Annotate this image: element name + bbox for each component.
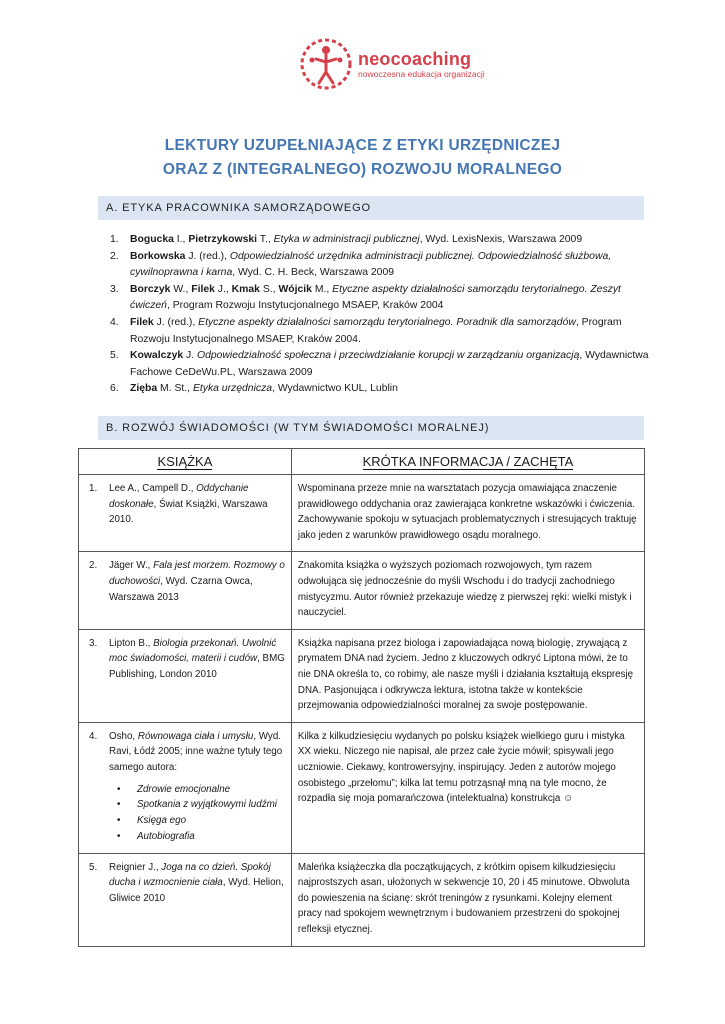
- author-initials: J. (red.),: [153, 316, 199, 328]
- list-item: [110, 282, 650, 315]
- book-title: Odpowiedzialność społeczna i przeciwdziałanie korupcji w zarządzaniu organizacją: [197, 350, 580, 362]
- row-number: 3.: [89, 637, 98, 649]
- info-cell: Kilka z kilkudziesięciu wydanych po polsku książek wielkiego guru i mistyka XX wieku. Niczego nie napisał, ale przez całe życie mówił; spisywali jego uczniowie. Ciekawy, kontrowersyjny, inspirujący. Jeden z autorów mojego osobistego „przełomu”; kilka lat temu potrząsnął mną na tyle mocno, że rozpadła się moja pomarańczowa (intelektualna) konstrukcja ☺: [291, 722, 644, 853]
- logo-name: neocoaching: [358, 49, 472, 69]
- publisher: , Świat Książki, Warszawa 2010.: [109, 498, 268, 526]
- table-row: [79, 475, 645, 552]
- column-header-label: KSIĄŻKA: [157, 453, 213, 469]
- author: Filek: [191, 283, 215, 295]
- column-header-book: [79, 449, 292, 475]
- book-table: [78, 448, 645, 947]
- author: Jäger: [109, 560, 134, 572]
- author-initials: T.,: [257, 234, 274, 245]
- author-initials: B.,: [135, 637, 154, 649]
- section-b-heading: B. ROZWÓJ ŚWIADOMOŚCI (W TYM ŚWIADOMOŚCI MORALNEJ): [98, 416, 644, 440]
- author: Kmak: [231, 283, 260, 295]
- item-number: 2.: [110, 250, 119, 262]
- author: Kowalczyk: [130, 350, 184, 362]
- book-title: Etyka urzędnicza: [192, 383, 273, 395]
- author: Zięba: [130, 383, 158, 395]
- book-title: Biologia przekonań. Uwolnić moc świadomości, materii i cudów: [109, 637, 277, 665]
- author-initials: I.,: [173, 234, 189, 245]
- list-item: [110, 348, 650, 381]
- author: Filek: [130, 316, 154, 328]
- table-row: [79, 722, 645, 853]
- publisher: , Wyd. Helion, Gliwice 2010: [109, 877, 284, 904]
- publisher: , Wyd. C. H. Beck, Warszawa 2009: [232, 267, 395, 279]
- author-initials: J.: [183, 350, 197, 362]
- item-number: 6.: [110, 383, 119, 395]
- author-initials: S.,: [259, 283, 279, 295]
- book-cell: [79, 722, 292, 853]
- list-item: [110, 249, 650, 282]
- publisher: , Wyd. Czarna Owca, Warszawa 2013: [109, 575, 253, 603]
- info-cell: Znakomita książka o wyższych poziomach rozwojowych, tym razem odwołująca się jednocześnie do myśli Wschodu i do tradycji zachodniego mistycyzmu. Autor również przekazuje wiedzę z pierwszej ręki: wielki mistyk i nauczyciel.: [291, 552, 644, 629]
- author: Borczyk: [130, 283, 171, 295]
- title-line-2: ORAZ Z (INTEGRALNEGO) ROZWOJU MORALNEGO: [162, 161, 563, 178]
- author: Reignier: [109, 861, 146, 873]
- publisher: , Wyd. Ravi, Łódź 2005; inne ważne tytuły tego samego autora:: [109, 730, 283, 773]
- logo-figure-icon: [300, 38, 352, 90]
- item-number: 5.: [110, 350, 119, 362]
- row-number: 1.: [89, 483, 98, 494]
- author-initials: J.,: [214, 283, 232, 295]
- list-item: • Spotkania z wyjątkowymi ludźmi: [109, 797, 285, 813]
- author-initials: A.,: [125, 483, 143, 494]
- publisher: , Wydawnictwa Fachowe CeDeWu.PL, Warszawa 2009: [130, 350, 649, 378]
- book-title: Odpowiedzialność urzędnika administracji publicznej. Odpowiedzialność służbowa, cywilnoprawna i karna: [130, 250, 612, 279]
- author-initials: M.,: [311, 283, 333, 295]
- book-cell: [79, 475, 292, 552]
- logo-tagline: nowoczesna edukacja organizacji: [358, 69, 485, 79]
- author: Bogucka: [130, 234, 174, 245]
- author: Pietrzykowski: [188, 234, 258, 245]
- item-number: 4.: [110, 316, 119, 328]
- author-initials: M. St.,: [157, 383, 193, 395]
- list-item: [110, 381, 650, 398]
- author-initials: W.,: [170, 283, 192, 295]
- logo: [300, 38, 485, 90]
- book-cell: [79, 629, 292, 722]
- author-initials: ,: [132, 730, 138, 742]
- list-item: • Księga ego: [109, 813, 285, 829]
- author: Wójcik: [278, 283, 312, 295]
- page-title: [0, 134, 725, 182]
- row-number: 4.: [89, 730, 98, 742]
- book-title: Równowaga ciała i umysłu: [137, 730, 254, 742]
- author-initials: J. (red.),: [185, 250, 230, 262]
- table-header-row: [79, 449, 645, 475]
- publisher: , Wydawnictwo KUL, Lublin: [272, 383, 398, 395]
- table-row: [79, 552, 645, 629]
- table-row: [79, 853, 645, 946]
- author: Borkowska: [130, 250, 186, 262]
- book-title: Oddychanie doskonałe: [109, 483, 249, 510]
- section-a-heading: A. ETYKA PRACOWNIKA SAMORZĄDOWEGO: [98, 196, 644, 220]
- book-title: Etyczne aspekty działalności samorządu terytorialnego. Zeszyt ćwiczeń: [130, 283, 621, 312]
- book-cell: [79, 552, 292, 629]
- publisher: , Wyd. LexisNexis, Warszawa 2009: [419, 234, 583, 245]
- title-line-1: LEKTURY UZUPEŁNIAJĄCE Z ETYKI URZĘDNICZEJ: [164, 137, 561, 154]
- book-title: Etyczne aspekty działalności samorządu terytorialnego. Poradnik dla samorządów: [198, 316, 576, 328]
- item-number: 3.: [110, 283, 119, 295]
- publisher: , Program Rozwoju Instytucjonalnego MSAEP, Kraków 2004: [166, 300, 444, 312]
- item-number: 1.: [110, 234, 119, 245]
- author-initials: D.,: [178, 483, 197, 494]
- book-title: Joga na co dzień. Spokój ducha i wzmocnienie ciała: [109, 861, 271, 889]
- reading-list: [110, 232, 650, 398]
- author: Campell: [142, 483, 179, 494]
- row-number: 5.: [89, 861, 98, 873]
- row-number: 2.: [89, 560, 98, 572]
- author: Lee: [109, 483, 126, 494]
- other-titles-list: [109, 782, 285, 845]
- info-cell: Maleńka książeczka dla początkujących, z krótkim opisem kilkudziesięciu najprostszych asan, ułożonych w sekwencje 10, 20 i 45 minutowe. Obwoluta do powieszenia na ścianę: skrót treningów z rysunkami. Kolejny element pracy nad spokojem wewnętrznym i budowaniem przestrzeni do spokojnej refleksji etycznej.: [291, 853, 644, 946]
- author-initials: J.,: [145, 861, 162, 873]
- list-item: [110, 315, 650, 348]
- book-cell: [79, 853, 292, 946]
- list-item: [110, 232, 650, 249]
- list-item: • Autobiografia: [109, 829, 285, 845]
- author: Lipton: [109, 637, 136, 649]
- author-initials: W.,: [133, 560, 154, 572]
- info-cell: Wspominana przeze mnie na warsztatach pozycja omawiająca znaczenie prawidłowego oddychania oraz zawierająca konkretne wskazówki i ćwiczenia. Zachowywanie spokoju w sytuacjach problematycznych i stresujących traktuję jako jeden z warunków prawidłowego osądu moralnego.: [291, 475, 644, 552]
- table-row: [79, 629, 645, 722]
- author: Osho: [109, 730, 133, 742]
- column-header-info: [291, 449, 644, 475]
- info-cell: Książka napisana przez biologa i zapowiadająca nową biologię, zrywającą z prymatem DNA nad życiem. Jedno z kluczowych odkryć Liptona mówi, że to nie DNA określa to, co robimy, ale nasze myśli i działania kształtują ekspresję DNA. Pasjonująca i odkrywcza lektura, istotna także w kontekście przejmowania odpowiedzialności moralnej za swoje postępowanie.: [291, 629, 644, 722]
- list-item: • Zdrowie emocjonalne: [109, 782, 285, 798]
- publisher: , BMG Publishing, London 2010: [109, 653, 285, 680]
- book-title: Fala jest morzem. Rozmowy o duchowości: [109, 560, 285, 587]
- column-header-label: KRÓTKA INFORMACJA / ZACHĘTA: [362, 453, 574, 469]
- book-title: Etyka w administracji publicznej: [273, 234, 420, 245]
- publisher: , Program Rozwoju Instytucjonalnego MSAEP, Kraków 2004.: [130, 316, 622, 345]
